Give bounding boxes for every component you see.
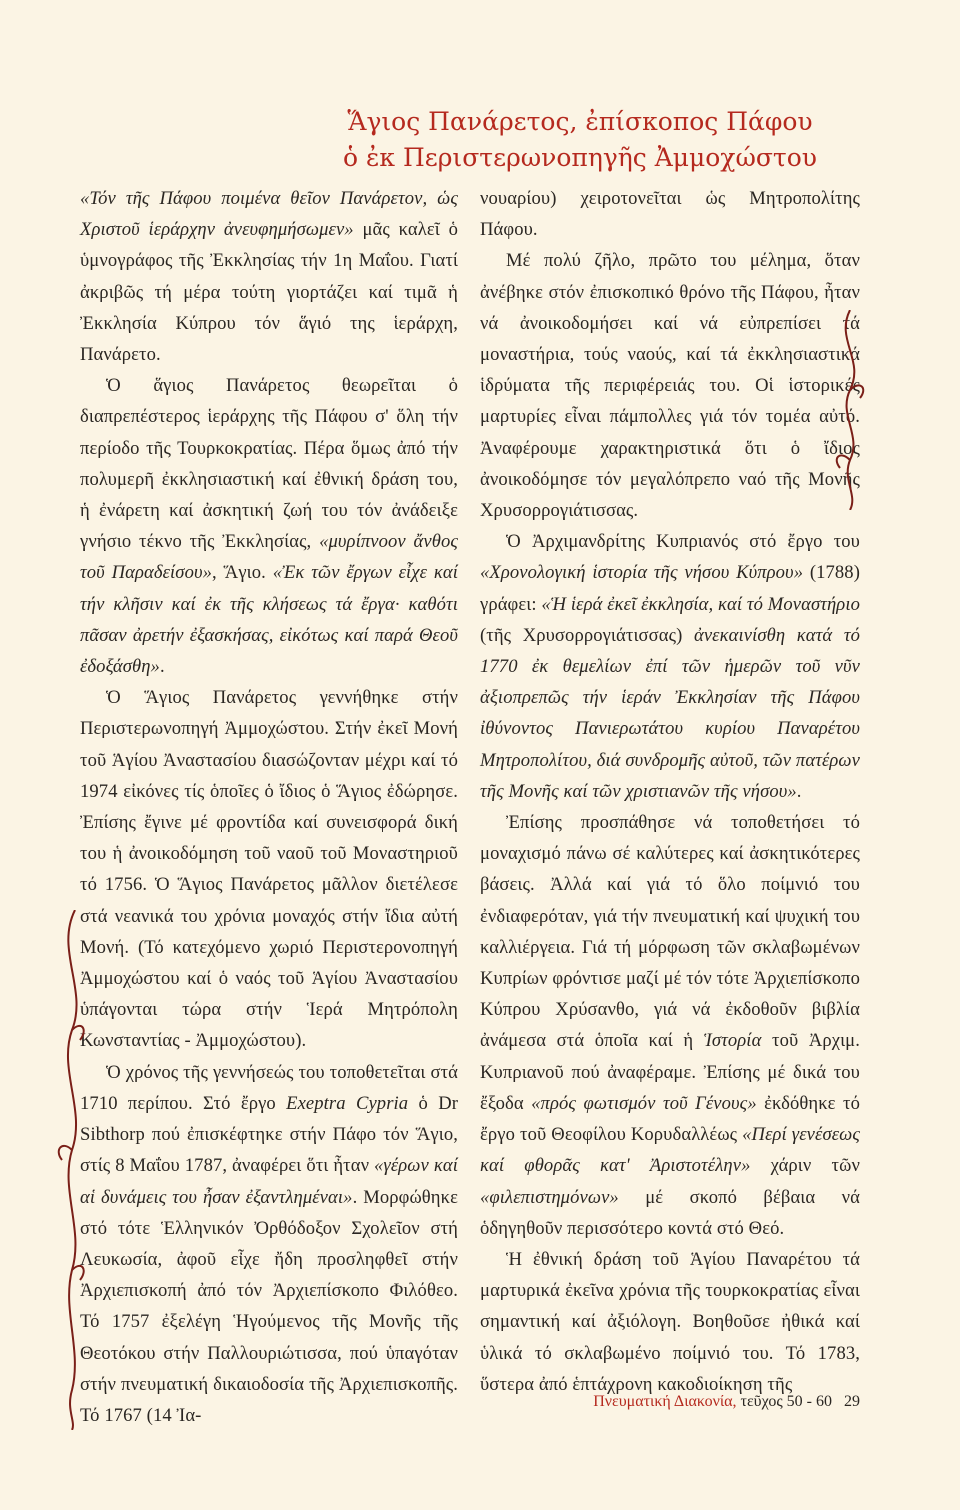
right-column <box>480 183 860 1400</box>
quote-text: «πρός φωτισμόν τοῦ Γένους» <box>531 1092 757 1114</box>
body-text: Ὁ χρόνος τῆς γεννήσεώς του τοποθετεῖται στά 1710 περίπου. Στό ἔργο <box>80 1061 458 1114</box>
body-text: (1788) γράφει: <box>480 562 860 615</box>
magazine-name: Πνευματική Διακονία, <box>593 1393 737 1410</box>
quote-text: «γέρων καί αἱ δυνάμεις του ἦσαν ἐξαντλημέναι» <box>80 1155 458 1208</box>
body-text: ἐκδόθηκε τό ἔργο τοῦ Θεοφίλου Κορυδαλλέως <box>480 1092 860 1146</box>
body-text: τοῦ Ἀρχιμ. Κυπριανοῦ πού ἀναφέραμε. Ἐπίσης μέ δικά του ἔξοδα <box>480 1030 860 1114</box>
quote-text: Exeptra Cypria <box>286 1092 409 1114</box>
title-line-1: Ἅγιος Πανάρετος, ἐπίσκοπος Πάφου <box>347 107 813 136</box>
body-text: μᾶς καλεῖ ὁ ὑμνογράφος τῆς Ἐκκλησίας τήν 1η Μαΐου. Γιατί ἀκριβῶς τή μέρα τούτη γιορτάζει καί τιμᾶ ἡ Ἐκκλησία Κύπρου τόν ἅγιό της ἱεράρχη, Πανάρετο. <box>80 219 458 366</box>
article-title <box>0 104 960 176</box>
left-column <box>80 183 458 1431</box>
paragraph <box>80 682 458 1056</box>
body-text: Ὁ Ἀρχιμανδρίτης Κυπριανός στό ἔργο του <box>506 531 860 553</box>
quote-text: «Περί γενέσεως καί φθορᾶς κατ' Ἀριστοτέλην» <box>480 1124 861 1177</box>
title-line-2: ὁ ἐκ Περιστερωνοπηγῆς Ἀμμοχώστου <box>343 143 817 172</box>
page-footer <box>593 1393 860 1411</box>
paragraph <box>80 1057 458 1431</box>
paragraph <box>80 183 458 370</box>
quote-text: «μυρίπνοον ἄνθος τοῦ Παραδείσου» <box>80 531 459 584</box>
quote-text: «φιλεπιστημόνων» <box>480 1186 619 1208</box>
paragraph <box>480 1244 860 1400</box>
body-text: χάριν τῶν <box>750 1155 860 1177</box>
paragraph <box>480 245 860 526</box>
body-text: Ὁ Ἅγιος Πανάρετος γεννήθηκε στήν Περιστερωνοπηγή Ἀμμοχώστου. Στήν ἐκεῖ Μονή τοῦ Ἁγίου Ἀναστασίου διασώζονταν μέχρι καί τό 1974 εἰκόνες τίς ὁποῖες ὁ ἴδιος ὁ Ἅγιος ἐδώρησε. Ἐπίσης ἔγινε μέ φροντίδα καί συνεισφορά δική του ἡ ἀνοικοδόμηση τοῦ ναοῦ τοῦ Μοναστηριοῦ τό 1756. Ὁ Ἅγιος Πανάρετος μᾶλλον διετέλεσε στά νεανικά του χρόνια μοναχός στήν ἴδια αὐτή Μονή. (Τό κατεχόμενο χωριό Περιστερονοπηγή Ἀμμοχώστου καί ὁ ναός τοῦ Ἁγίου Ἀναστασίου ὑπάγονται τώρα στήν Ἱερά Μητρόπολη Κωνσταντίας - Ἀμμοχώστου). <box>80 687 458 1052</box>
body-text: . <box>796 780 802 802</box>
body-text: Ἡ ἐθνική δράση τοῦ Ἁγίου Παναρέτου τά μαρτυρικά ἐκεῖνα χρόνια τῆς τουρκοκρατίας εἶναι σημαντική καί ἀξιόλογη. Βοηθοῦσε ἠθικά καί ὑλικά τό σκλαβωμένο ποίμνιό του. Τό 1783, ὕστερα ἀπό ἑπτάχρονη κακοδιοίκηση τῆς <box>480 1248 860 1395</box>
flourish-ornament-icon <box>50 910 90 1430</box>
body-text: Μέ πολύ ζῆλο, πρῶτο του μέλημα, ὅταν ἀνέβηκε στόν ἐπισκοπικό θρόνο τῆς Πάφου, ἦταν νά ἀνοικοδομήσει καί νά εὐπρεπίσει τά μοναστήρια, τούς ναούς, καί τά ἐκκλησιαστικά ἱδρύματα τῆς περιφέρειάς του. Οἱ ἱστορικές μαρτυρίες εἶναι πάμπολλες γιά τόν τομέα αὐτό. Ἀναφέρουμε χαρακτηριστικά ὅτι ὁ ἴδιος ἀνοικοδόμησε τόν μεγαλόπρεπο ναό τῆς Μονῆς Χρυσορρογιάτισσας. <box>480 250 860 522</box>
body-text: . Μορφώθηκε στό τότε Ἑλληνικόν Ὀρθόδοξον Σχολεῖον στή Λευκωσία, ἀφοῦ εἶχε ἤδη προσληφθεῖ στήν Ἀρχιεπισκοπή ἀπό τόν Ἀρχιεπίσκοπο Φιλόθεο. Τό 1757 ἐξελέγη Ἡγούμενος τῆς Μονῆς τῆς Θεοτόκου στήν Παλλουριώτισσα, πού ὑπαγόταν στήν πνευματική δικαιοδοσία τῆς Ἀρχιεπισκοπῆς. Τό 1767 (14 Ἰα- <box>80 1186 458 1426</box>
paragraph <box>480 807 860 1244</box>
quote-text: «Ἡ ἱερά ἐκεῖ ἐκκλησία, καί τό Μοναστήριο <box>541 593 860 615</box>
quote-text: «Ἐκ τῶν ἔργων εἶχε καί τήν κλῆσιν καί ἐκ τῆς κλήσεως τά ἔργα· καθότι πᾶσαν ἀρετήν ἐξασκήσας, εἰκότως καί παρά Θεοῦ ἐδοξάσθη» <box>80 562 458 678</box>
body-text: ὁ Dr Sibthorp πού ἐπισκέφτηκε στήν Πάφο τόν Ἅγιο, στίς 8 Μαΐου 1787, ἀναφέρει ὅτι ἦταν <box>80 1092 459 1177</box>
body-text: Ὁ ἅγιος Πανάρετος θεωρεῖται ὁ διαπρεπέστερος ἱεράρχης τῆς Πάφου σ' ὅλη τήν περίοδο τῆς Τουρκοκρατίας. Πέρα ὅμως ἀπό τήν πολυμερῆ ἐκκλησιαστική καί ἐθνική δράση του, ἡ ἐνάρετη καί ἀσκητική ζωή του τόν ἀνάδειξε γνήσιο τέκνο τῆς Ἐκκλησίας, <box>80 375 458 553</box>
quote-text: «Χρονολογική ἱστορία τῆς νήσου Κύπρου» <box>480 562 804 584</box>
quote-text: Ἱστορία <box>703 1030 762 1052</box>
body-text: , Ἅγιο. <box>212 562 273 584</box>
flourish-ornament-icon <box>830 310 870 510</box>
quote-text: «Τόν τῆς Πάφου ποιμένα θεῖον Πανάρετον, ὡς Χριστοῦ ἱεράρχην ἀνευφημήσωμεν» <box>80 188 458 241</box>
body-text: (τῆς Χρυσορρογιάτισσας) <box>480 624 694 646</box>
issue-number: τεῦχος 50 - 60 <box>736 1393 832 1410</box>
body-text: Ἐπίσης προσπάθησε νά τοποθετήσει τό μοναχισμό πάνω σέ καλύτερες καί ἀσκητικότερες βάσεις. Ἀλλά καί γιά τό ὅλο ποίμνιό του ἐνδιαφερόταν, γιά τήν πνευματική καί ψυχική του καλλιέργεια. Γιά τή μόρφωση τῶν σκλαβωμένων Κυπρίων φρόντισε μαζί μέ τόν τότε Ἀρχιεπίσκοπο Κύπρου Χρύσανθο, γιά νά ἐκδοθοῦν βιβλία ἀνάμεσα στά ὁποῖα καί ἡ <box>480 812 860 1052</box>
body-text: νουαρίου) χειροτονεῖται ὡς Μητροπολίτης Πάφου. <box>480 188 860 241</box>
quote-text: ἀνεκαινίσθη κατά τό 1770 ἐκ θεμελίων ἐπί τῶν ἡμερῶν τοῦ νῦν ἀξιοπρεπῶς τήν ἱεράν Ἐκκλησίαν τῆς Πάφου ἰθύνοντος Πανιερωτάτου κυρίου Παναρέτου Μητροπολίτου, διά συνδρομῆς αὐτοῦ, τῶν πατέρων τῆς Μονῆς καί τῶν χριστιανῶν τῆς νήσου» <box>480 624 861 802</box>
paragraph <box>480 183 860 245</box>
body-text: μέ σκοπό βέβαια νά ὁδηγηθοῦν περισσότερο κοντά στό Θεό. <box>480 1186 860 1239</box>
paragraph <box>80 370 458 682</box>
paragraph <box>480 526 860 807</box>
body-text: . <box>159 656 165 678</box>
page-number: 29 <box>844 1393 860 1410</box>
